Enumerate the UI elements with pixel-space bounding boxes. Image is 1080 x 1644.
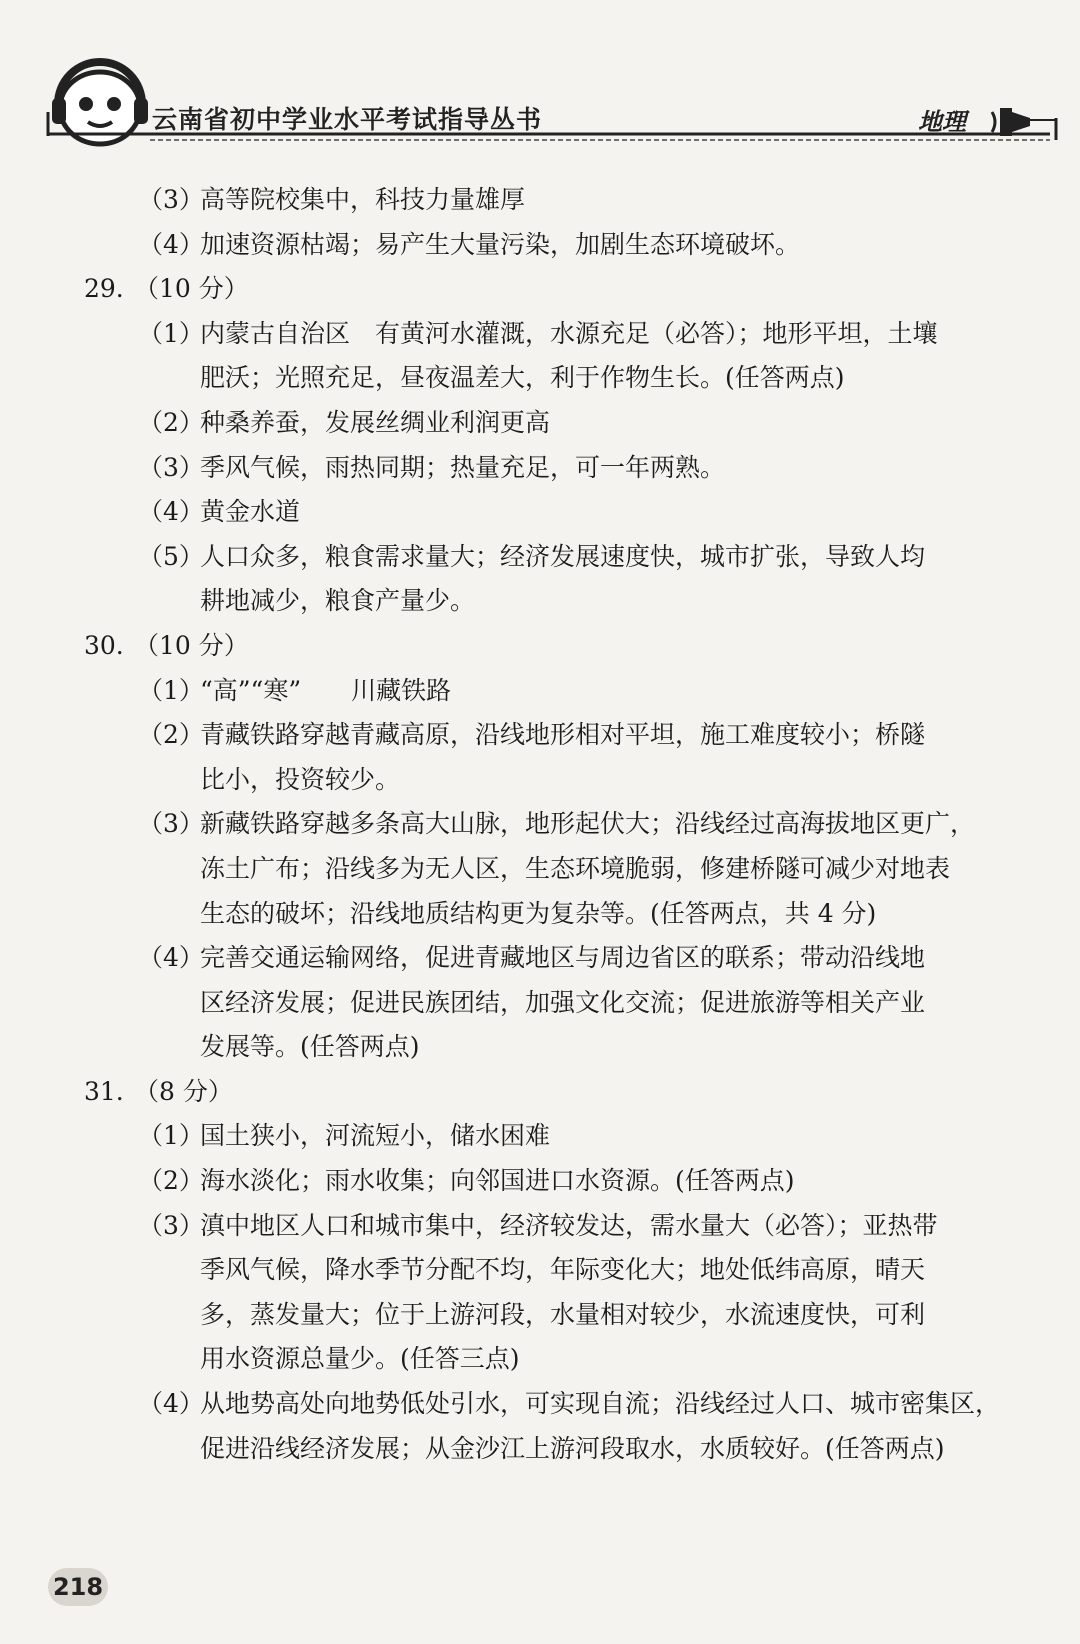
answer-continuation xyxy=(0,981,1080,1026)
answer-item-number: （1） xyxy=(138,1121,204,1151)
answer-continuation xyxy=(0,356,1080,401)
answer-item-text: 完善交通运输网络，促进青藏地区与周边省区的联系；带动沿线地 xyxy=(200,943,926,973)
answer-continuation-text: 生态的破坏；沿线地质结构更为复杂等。(任答两点，共 4 分) xyxy=(200,898,877,928)
answer-continuation-text: 冻土广布；沿线多为无人区，生态环境脆弱，修建桥隧可减少对地表 xyxy=(200,853,951,883)
answer-item xyxy=(0,535,1080,580)
answer-continuation xyxy=(0,892,1080,937)
answer-content xyxy=(0,178,1080,1471)
question-number: 30. xyxy=(84,630,124,660)
answer-item-number: （5） xyxy=(138,541,204,571)
answer-continuation xyxy=(0,579,1080,624)
answer-continuation-text: 耕地减少，粮食产量少。 xyxy=(200,586,476,616)
answer-item-text: 国土狭小，河流短小，储水困难 xyxy=(200,1121,551,1151)
answer-item xyxy=(0,1114,1080,1159)
page-number: 218 xyxy=(48,1568,108,1606)
answer-item-text: 季风气候，雨热同期；热量充足，可一年两熟。 xyxy=(200,452,726,482)
answer-item-number: （3） xyxy=(138,185,204,214)
answer-item-text: 青藏铁路穿越青藏高原，沿线地形相对平坦，施工难度较小；桥隧 xyxy=(200,720,926,750)
answer-item xyxy=(0,802,1080,847)
answer-continuation xyxy=(0,1025,1080,1070)
answer-continuation xyxy=(0,1427,1080,1472)
answer-item-text: 新藏铁路穿越多条高大山脉，地形起伏大；沿线经过高海拔地区更广， xyxy=(200,809,976,839)
answer-item xyxy=(0,936,1080,981)
answer-item-number: （2） xyxy=(138,407,204,437)
answer-continuation-text: 多，蒸发量大；位于上游河段，水量相对较少，水流速度快，可利 xyxy=(200,1299,926,1329)
answer-item-number: （3） xyxy=(138,809,204,839)
answer-item-text: 内蒙古自治区 有黄河水灌溉，水源充足（必答）；地形平坦，土壤 xyxy=(200,318,938,348)
answer-item-text: 种桑养蚕，发展丝绸业利润更高 xyxy=(200,407,551,437)
question-score: （8 分） xyxy=(134,1076,233,1106)
answer-item-text: 加速资源枯竭；易产生大量污染，加剧生态环境破坏。 xyxy=(200,229,801,259)
answer-item xyxy=(0,490,1080,535)
answer-continuation xyxy=(0,758,1080,803)
answer-continuation xyxy=(0,1248,1080,1293)
answer-continuation xyxy=(0,1337,1080,1382)
answer-item-number: （3） xyxy=(138,1210,204,1240)
answer-item xyxy=(0,446,1080,491)
answer-continuation-text: 发展等。(任答两点) xyxy=(200,1032,420,1062)
answer-item-text: “高”“寒” 川藏铁路 xyxy=(200,675,452,705)
answer-item-text: 从地势高处向地势低处引水，可实现自流；沿线经过人口、城市密集区， xyxy=(200,1389,1001,1419)
question-header xyxy=(0,1070,1080,1115)
answer-continuation-text: 肥沃；光照充足，昼夜温差大，利于作物生长。(任答两点) xyxy=(200,363,845,393)
answer-continuation-text: 区经济发展；促进民族团结，加强文化交流；促进旅游等相关产业 xyxy=(200,987,926,1017)
answer-continuation-text: 比小，投资较少。 xyxy=(200,764,401,794)
answer-item-text: 高等院校集中，科技力量雄厚 xyxy=(200,185,526,214)
answer-item-number: （4） xyxy=(138,229,204,259)
answer-continuation-text: 用水资源总量少。(任答三点) xyxy=(200,1344,520,1374)
answer-item-number: （2） xyxy=(138,720,204,750)
answer-item-number: （3） xyxy=(138,452,204,482)
answer-item-text: 滇中地区人口和城市集中，经济较发达，需水量大（必答）；亚热带 xyxy=(200,1210,938,1240)
subject-label: 地理 xyxy=(918,108,966,136)
answer-item-number: （4） xyxy=(138,943,204,973)
answer-item-number: （2） xyxy=(138,1166,204,1196)
answer-item-number: （4） xyxy=(138,497,204,527)
answer-item xyxy=(0,401,1080,446)
answer-item xyxy=(0,669,1080,714)
question-header xyxy=(0,624,1080,669)
answer-item xyxy=(0,178,1080,223)
answer-item xyxy=(0,713,1080,758)
answer-item-text: 黄金水道 xyxy=(200,497,301,527)
answer-item xyxy=(0,223,1080,268)
answer-continuation-text: 促进沿线经济发展；从金沙江上游河段取水，水质较好。(任答两点) xyxy=(200,1433,945,1463)
answer-item-text: 海水淡化；雨水收集；向邻国进口水资源。(任答两点) xyxy=(200,1166,795,1196)
answer-item-number: （1） xyxy=(138,675,204,705)
page-header xyxy=(0,0,1080,150)
answer-item xyxy=(0,1204,1080,1249)
question-score: （10 分） xyxy=(134,274,249,304)
answer-continuation xyxy=(0,1293,1080,1338)
answer-item-number: （1） xyxy=(138,318,204,348)
question-header xyxy=(0,267,1080,312)
answer-item-text: 人口众多，粮食需求量大；经济发展速度快，城市扩张，导致人均 xyxy=(200,541,926,571)
answer-item xyxy=(0,1159,1080,1204)
answer-item-number: （4） xyxy=(138,1389,204,1419)
answer-continuation xyxy=(0,847,1080,892)
question-score: （10 分） xyxy=(134,630,249,660)
answer-continuation-text: 季风气候，降水季节分配不均，年际变化大；地处低纬高原，晴天 xyxy=(200,1255,926,1285)
question-number: 29. xyxy=(84,274,124,304)
answer-item xyxy=(0,312,1080,357)
answer-item xyxy=(0,1382,1080,1427)
mascot-logo-icon xyxy=(52,62,148,144)
question-number: 31. xyxy=(84,1076,124,1106)
series-title: 云南省初中学业水平考试指导丛书 xyxy=(152,105,543,134)
